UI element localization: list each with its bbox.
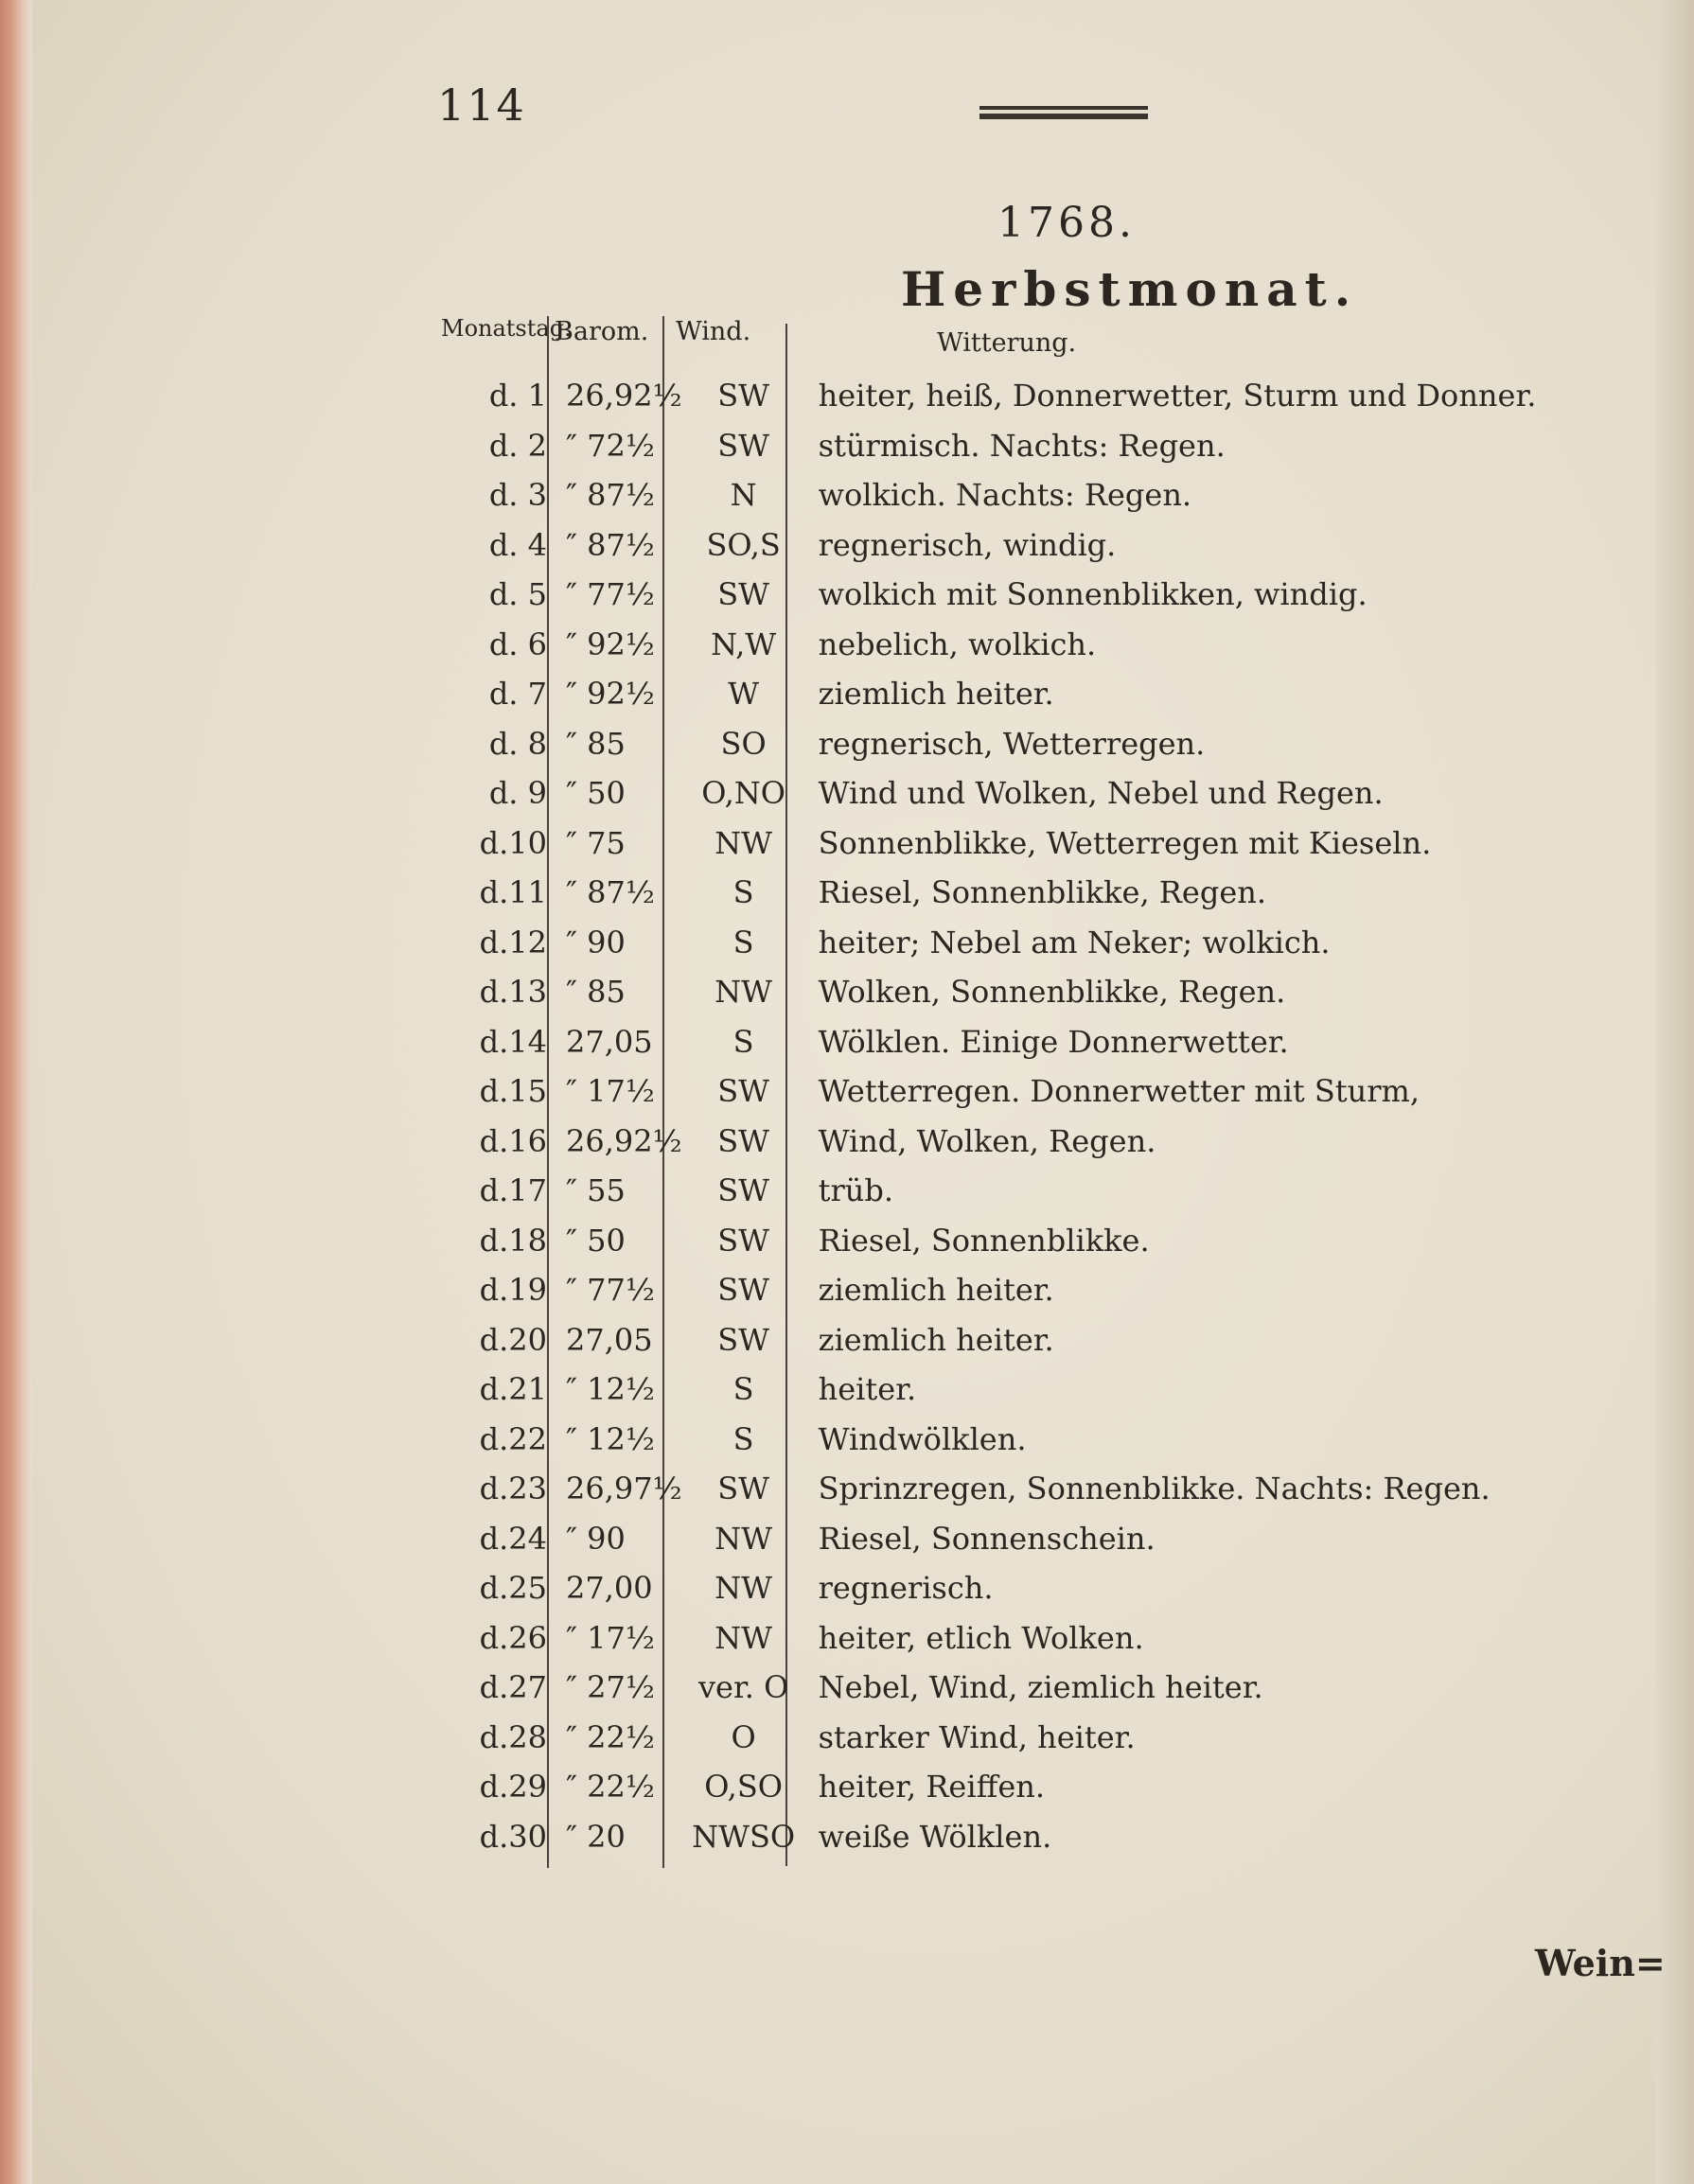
table-row (445, 570, 1536, 620)
table-row (445, 1663, 1536, 1713)
row-barometer: ″ 72½ (566, 427, 655, 464)
row-barometer: 27,05 (566, 1321, 653, 1358)
row-weather: regnerisch, windig. (818, 526, 1117, 563)
table-row (445, 669, 1536, 719)
row-barometer: ″ 75 (566, 824, 626, 861)
row-weather: ziemlich heiter. (818, 1321, 1054, 1358)
row-wind: N (730, 477, 757, 514)
row-wind: SW (717, 378, 770, 414)
row-day: d.18 (479, 1222, 547, 1259)
row-weather: Wölklen. Einige Donnerwetter. (818, 1023, 1289, 1060)
column-header-wind: Wind. (676, 317, 751, 346)
row-weather: nebelich, wolkich. (818, 625, 1097, 662)
row-weather: Wolken, Sonnenblikke, Regen. (818, 974, 1286, 1011)
row-weather: Wind und Wolken, Nebel und Regen. (818, 775, 1384, 812)
row-day: d.12 (479, 924, 547, 960)
row-weather: heiter, Reiffen. (818, 1769, 1046, 1805)
row-barometer: ″ 85 (566, 725, 626, 762)
row-weather: heiter. (818, 1371, 917, 1408)
table-row (445, 1514, 1536, 1564)
row-wind: SO (720, 725, 767, 762)
row-barometer: 27,00 (566, 1570, 653, 1607)
row-day: d.29 (479, 1769, 547, 1805)
page-edge-right (1656, 0, 1694, 2184)
row-day: d.28 (479, 1718, 547, 1755)
table-row (445, 470, 1536, 520)
row-day: d. 6 (488, 625, 547, 662)
column-header-day: Monatstag. (441, 315, 572, 342)
table-row (445, 1812, 1536, 1862)
row-day: d.13 (479, 974, 547, 1011)
weather-log-table (445, 371, 1536, 1861)
row-day: d. 8 (488, 725, 547, 762)
table-row (445, 1613, 1536, 1664)
table-row (445, 967, 1536, 1017)
table-row (445, 1464, 1536, 1514)
table-row (445, 719, 1536, 769)
row-barometer: ″ 87½ (566, 477, 655, 514)
row-barometer: ″ 55 (566, 1172, 626, 1209)
table-row (445, 421, 1536, 471)
row-day: d.23 (479, 1471, 547, 1507)
row-barometer: ″ 22½ (566, 1718, 655, 1755)
row-weather: ziemlich heiter. (818, 1272, 1054, 1309)
row-weather: regnerisch. (818, 1570, 994, 1607)
table-row (445, 620, 1536, 670)
row-barometer: ″ 22½ (566, 1769, 655, 1805)
row-wind: SW (717, 1172, 770, 1209)
year-heading: 1768. (997, 199, 1136, 247)
row-weather: wolkich mit Sonnenblikken, windig. (818, 576, 1368, 613)
row-day: d. 3 (488, 477, 547, 514)
row-day: d.20 (479, 1321, 547, 1358)
row-day: d. 7 (488, 676, 547, 713)
table-row (445, 768, 1536, 819)
page-edge-left (0, 0, 32, 2184)
table-row (445, 1713, 1536, 1763)
row-wind: S (732, 1023, 754, 1060)
month-heading: Herbstmonat. (901, 261, 1359, 317)
row-weather: Riesel, Sonnenblikke, Regen. (818, 874, 1267, 911)
page-number: 114 (437, 79, 526, 131)
row-barometer: 26,92½ (566, 1122, 682, 1159)
table-row (445, 1117, 1536, 1167)
weather-log-body (445, 371, 1536, 1861)
row-day: d.26 (479, 1619, 547, 1656)
table-row (445, 1563, 1536, 1613)
row-barometer: ″ 12½ (566, 1420, 655, 1457)
row-barometer: ″ 87½ (566, 526, 655, 563)
row-wind: SW (717, 1222, 770, 1259)
row-wind: NW (715, 1520, 773, 1557)
row-day: d.24 (479, 1520, 547, 1557)
row-wind: O,NO (701, 775, 785, 812)
row-barometer: ″ 90 (566, 924, 626, 960)
row-weather: weiße Wölklen. (818, 1818, 1052, 1855)
row-day: d.15 (479, 1073, 547, 1110)
row-day: d.10 (479, 824, 547, 861)
row-weather: regnerisch, Wetterregen. (818, 725, 1206, 762)
row-barometer: ″ 50 (566, 775, 626, 812)
row-barometer: 26,92½ (566, 378, 682, 414)
row-wind: SW (717, 427, 770, 464)
row-day: d.17 (479, 1172, 547, 1209)
row-wind: SW (717, 1122, 770, 1159)
row-barometer: ″ 12½ (566, 1371, 655, 1408)
row-wind: N,W (711, 625, 777, 662)
row-barometer: ″ 77½ (566, 576, 655, 613)
row-weather: starker Wind, heiter. (818, 1718, 1136, 1755)
table-row (445, 1762, 1536, 1812)
row-barometer: ″ 85 (566, 974, 626, 1011)
row-barometer: ″ 87½ (566, 874, 655, 911)
column-header-barometer: Barom. (555, 317, 649, 346)
table-row (445, 1365, 1536, 1415)
row-wind: O (731, 1718, 756, 1755)
row-wind: SW (717, 1321, 770, 1358)
row-weather: Wind, Wolken, Regen. (818, 1122, 1156, 1159)
table-row (445, 371, 1536, 421)
row-wind: S (732, 924, 754, 960)
row-day: d. 5 (488, 576, 547, 613)
row-wind: S (732, 1371, 754, 1408)
row-barometer: ″ 17½ (566, 1073, 655, 1110)
row-day: d.21 (479, 1371, 547, 1408)
row-wind: S (732, 874, 754, 911)
row-weather: Riesel, Sonnenblikke. (818, 1222, 1150, 1259)
table-row (445, 520, 1536, 571)
row-weather: trüb. (818, 1172, 894, 1209)
table-row (445, 1017, 1536, 1067)
row-barometer: ″ 92½ (566, 625, 655, 662)
table-row (445, 868, 1536, 918)
row-weather: heiter; Nebel am Neker; wolkich. (818, 924, 1331, 960)
header-rule (979, 106, 1148, 119)
catchword: Wein= (1535, 1942, 1666, 1984)
table-row (445, 1066, 1536, 1117)
row-weather: Windwölklen. (818, 1420, 1027, 1457)
row-wind: SO,S (706, 526, 781, 563)
row-day: d.11 (479, 874, 547, 911)
row-wind: SW (717, 1073, 770, 1110)
row-day: d. 4 (488, 526, 547, 563)
row-day: d. 2 (488, 427, 547, 464)
row-day: d.14 (479, 1023, 547, 1060)
row-weather: Wetterregen. Donnerwetter mit Sturm, (818, 1073, 1420, 1110)
row-barometer: ″ 50 (566, 1222, 626, 1259)
column-header-weather: Witterung. (937, 328, 1077, 358)
row-barometer: ″ 20 (566, 1818, 626, 1855)
row-wind: SW (717, 1471, 770, 1507)
row-weather: Riesel, Sonnenschein. (818, 1520, 1156, 1557)
table-row (445, 1166, 1536, 1216)
row-barometer: ″ 17½ (566, 1619, 655, 1656)
row-weather: Nebel, Wind, ziemlich heiter. (818, 1669, 1263, 1706)
row-barometer: 26,97½ (566, 1471, 682, 1507)
row-wind: O,SO (704, 1769, 783, 1805)
row-wind: NW (715, 824, 773, 861)
row-wind: ver. O (697, 1669, 789, 1706)
row-barometer: 27,05 (566, 1023, 653, 1060)
row-day: d.27 (479, 1669, 547, 1706)
row-day: d.30 (479, 1818, 547, 1855)
row-wind: W (728, 676, 760, 713)
row-weather: heiter, heiß, Donnerwetter, Sturm und Donner. (818, 378, 1537, 414)
row-weather: ziemlich heiter. (818, 676, 1054, 713)
row-wind: NW (715, 1619, 773, 1656)
row-day: d.19 (479, 1272, 547, 1309)
row-barometer: ″ 92½ (566, 676, 655, 713)
table-row (445, 819, 1536, 869)
table-row (445, 918, 1536, 968)
row-barometer: ″ 90 (566, 1520, 626, 1557)
row-day: d. 9 (488, 775, 547, 812)
row-barometer: ″ 77½ (566, 1272, 655, 1309)
table-row (445, 1265, 1536, 1315)
row-day: d. 1 (488, 378, 547, 414)
row-wind: NWSO (692, 1818, 796, 1855)
row-weather: heiter, etlich Wolken. (818, 1619, 1144, 1656)
row-day: d.16 (479, 1122, 547, 1159)
row-wind: NW (715, 1570, 773, 1607)
row-wind: S (732, 1420, 754, 1457)
row-weather: wolkich. Nachts: Regen. (818, 477, 1192, 514)
row-weather: Sprinzregen, Sonnenblikke. Nachts: Regen. (818, 1471, 1491, 1507)
table-row (445, 1415, 1536, 1465)
row-day: d.22 (479, 1420, 547, 1457)
row-barometer: ″ 27½ (566, 1669, 655, 1706)
row-wind: SW (717, 1272, 770, 1309)
row-weather: stürmisch. Nachts: Regen. (818, 427, 1226, 464)
row-wind: NW (715, 974, 773, 1011)
row-wind: SW (717, 576, 770, 613)
row-day: d.25 (479, 1570, 547, 1607)
row-weather: Sonnenblikke, Wetterregen mit Kieseln. (818, 824, 1432, 861)
table-row (445, 1315, 1536, 1365)
table-row (445, 1216, 1536, 1266)
